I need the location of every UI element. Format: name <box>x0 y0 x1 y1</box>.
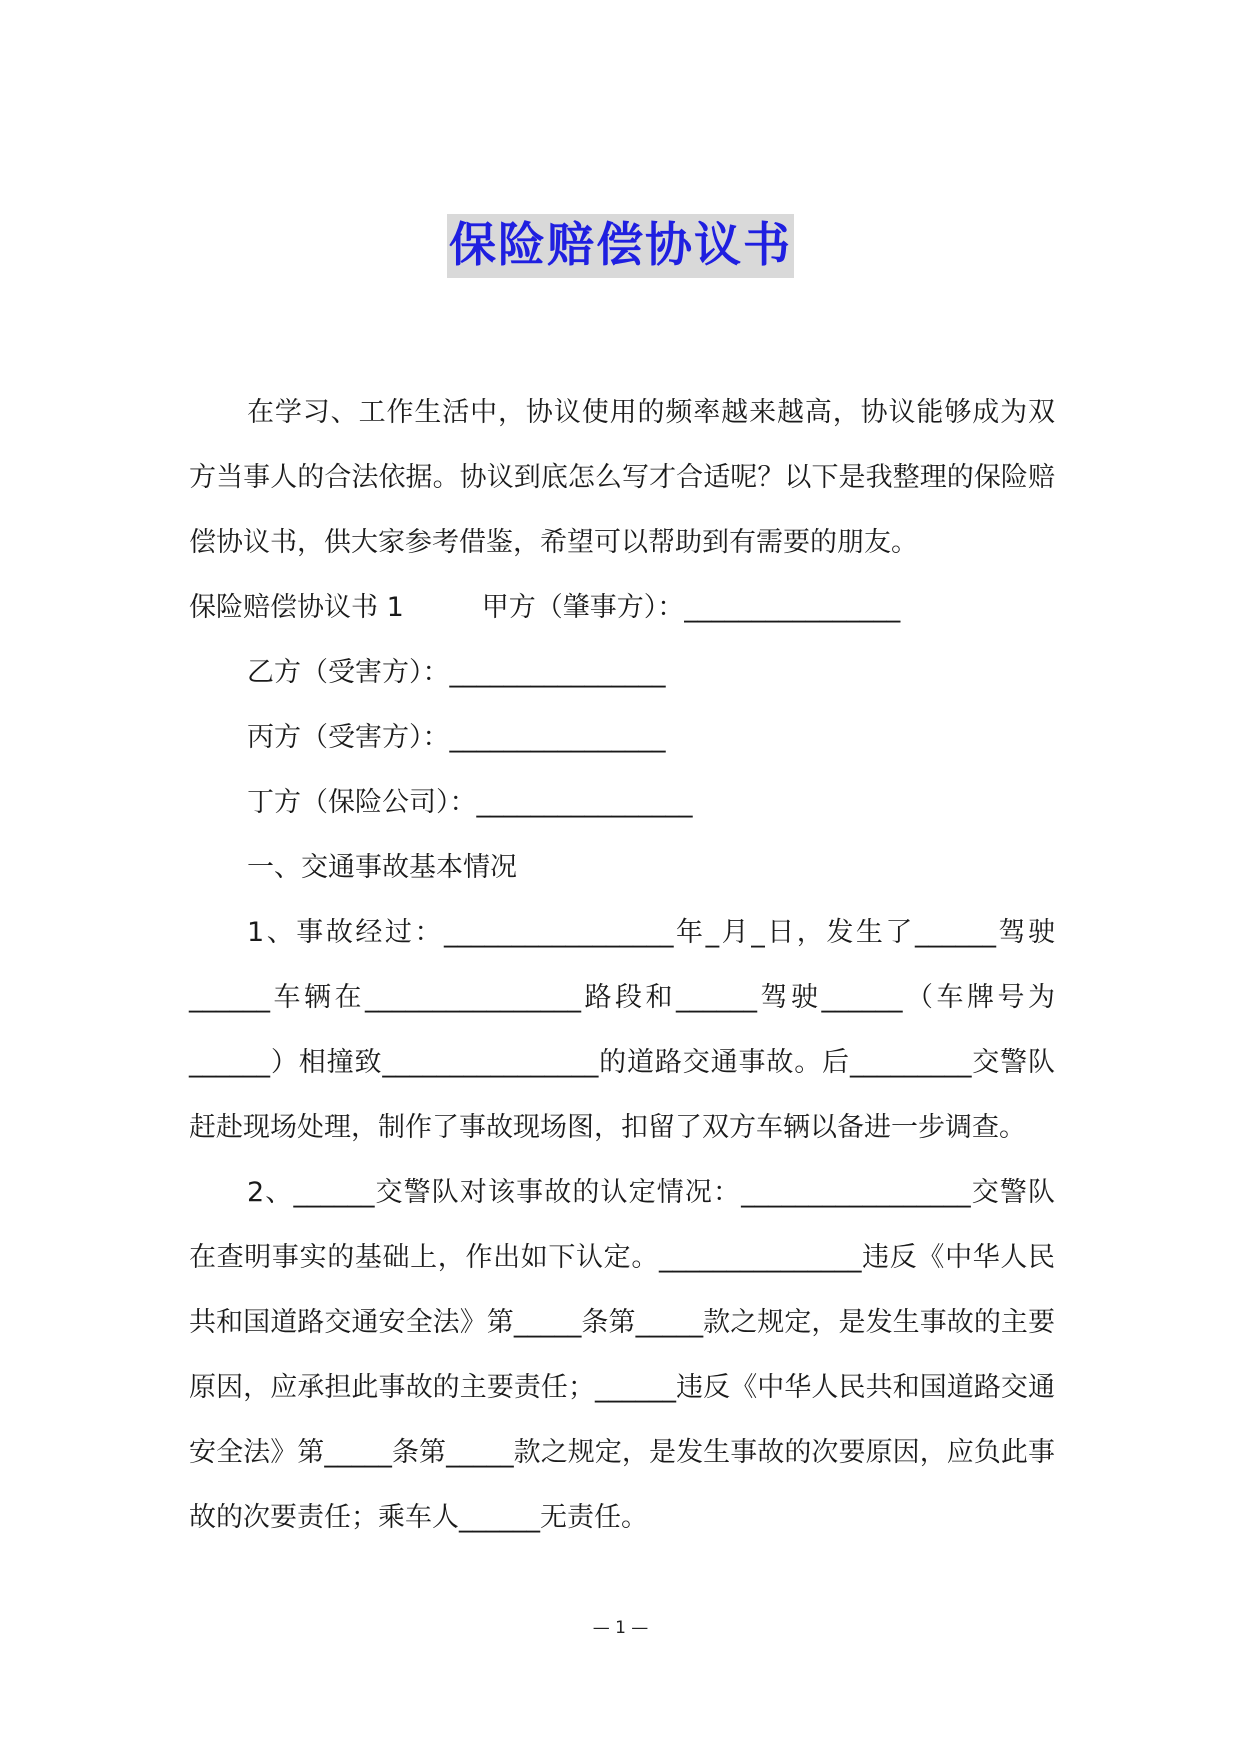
blank: ______ <box>459 1502 540 1533</box>
item1-text: 车辆在 <box>270 982 365 1013</box>
party-jia-blank: ________________ <box>684 592 901 623</box>
blank: ______ <box>293 1177 375 1208</box>
blank: _ <box>705 917 720 948</box>
item1-text: （车牌号为 <box>902 982 1055 1013</box>
doc-number: 1 <box>386 592 404 623</box>
item1-text: 路段和 <box>581 982 676 1013</box>
item2-text: 条第 <box>581 1307 636 1338</box>
blank: ________________ <box>365 982 581 1013</box>
item2-text: 无责任。 <box>540 1502 648 1533</box>
item2-text: 交警队在查明事实的基础上，作出如下认定。 <box>189 1177 1056 1273</box>
item1-text: 日，发生了 <box>764 917 915 948</box>
item1-text: 年 <box>673 917 706 948</box>
blank: ______ <box>676 982 757 1013</box>
party-bing-label: 丙方（受害方）： <box>247 722 450 753</box>
party-ding-blank: ________________ <box>476 787 693 818</box>
blank: _____ <box>446 1437 514 1468</box>
intro-paragraph: 在学习、工作生活中，协议使用的频率越来越高，协议能够成为双方当事人的合法依据。协议到底怎么写才合适呢？以下是我整理的保险赔偿协议书，供大家参考借鉴，希望可以帮助到有需要的朋友。 <box>189 397 1055 558</box>
item1-text: 驾驶 <box>757 982 822 1013</box>
party-jia-label: 甲方（肇事方）： <box>481 592 685 623</box>
item1-text: 交警队赶赴现场处理，制作了事故现场图，扣留了双方车辆以备进一步调查。 <box>189 1047 1056 1143</box>
party-jia-line <box>189 575 1055 640</box>
page-number-footer: — 1 — <box>592 1618 649 1638</box>
blank: ______ <box>189 1047 270 1078</box>
item1-number: 1 <box>247 917 265 948</box>
party-bing-line <box>189 705 1055 770</box>
party-ding-label: 丁方（保险公司）： <box>247 787 477 818</box>
item2-text: 、 <box>264 1177 294 1208</box>
document-body <box>189 380 1055 1550</box>
blank: _____ <box>635 1307 704 1338</box>
title-wrap <box>0 214 1241 278</box>
blank: ______ <box>595 1372 676 1403</box>
party-ding-line <box>189 770 1055 835</box>
item1-text: 、事故经过： <box>264 917 444 948</box>
blank: ______ <box>189 982 270 1013</box>
blank: ______ <box>821 982 903 1013</box>
item1-paragraph <box>189 900 1055 1160</box>
item2-text: 条第 <box>391 1437 447 1468</box>
party-bing-blank: ________________ <box>449 722 666 753</box>
item2-text: 款之规定，是发生事故的次要原因，应负此事故的次要责任；乘车人 <box>189 1437 1056 1533</box>
item1-text: 的道路交通事故。后 <box>598 1047 850 1078</box>
party-yi-label: 乙方（受害方）： <box>247 657 450 688</box>
item1-text: 驾驶 <box>995 917 1056 948</box>
item1-text: ）相撞致 <box>270 1047 383 1078</box>
blank: _______________ <box>658 1242 862 1273</box>
item2-text: 违反《中华人民共和国道路交通安全法》第 <box>189 1242 1056 1338</box>
item2-text: 款之规定，是发生事故的主要原因，应承担此事故的主要责任； <box>189 1307 1056 1403</box>
blank: _____ <box>513 1307 582 1338</box>
blank: _________ <box>849 1047 972 1078</box>
blank: _____ <box>324 1437 392 1468</box>
party-yi-line <box>189 640 1055 705</box>
item1-text: 月 <box>719 917 752 948</box>
document-title: 保险赔偿协议书 <box>447 214 794 278</box>
blank: _________________ <box>444 917 674 948</box>
section1-heading: 一、交通事故基本情况 <box>247 852 517 883</box>
blank: _ <box>751 917 765 948</box>
blank: ______ <box>914 917 996 948</box>
item2-number: 2 <box>247 1177 265 1208</box>
party-yi-blank: ________________ <box>449 657 666 688</box>
item2-text: 交警队对该事故的认定情况： <box>374 1177 742 1208</box>
item2-text: 违反《中华人民共和国道路交通安全法》第 <box>189 1372 1055 1468</box>
item2-paragraph <box>189 1160 1055 1550</box>
blank: _________________ <box>741 1177 971 1208</box>
blank: ________________ <box>382 1047 599 1078</box>
doc-heading: 保险赔偿协议书 <box>189 592 378 623</box>
